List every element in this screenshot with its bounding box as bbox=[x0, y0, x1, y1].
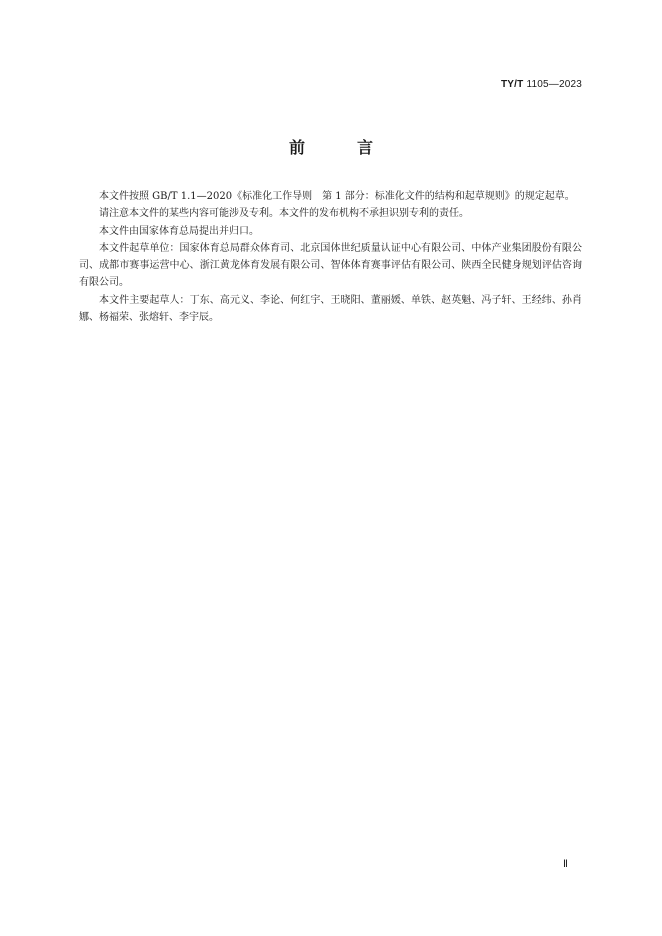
paragraph-patent-notice: 请注意本文件的某些内容可能涉及专利。本文件的发布机构不承担识别专利的责任。 bbox=[99, 208, 469, 220]
standard-number: 1105—2023 bbox=[526, 79, 582, 90]
paragraph-drafters: 本文件主要起草人：丁东、高元义、李论、何红宇、王晓阳、董丽媛、单铁、赵英魁、冯子轩、王经纬、孙肖娜、杨福荣、张熔轩、李宇辰。 bbox=[79, 294, 582, 324]
standard-prefix: TY/T bbox=[500, 79, 524, 90]
paragraph-proposer: 本文件由国家体育总局提出并归口。 bbox=[99, 225, 259, 237]
page-title: 前 言 bbox=[288, 138, 391, 157]
standard-code bbox=[501, 79, 582, 90]
paragraph-drafting-units: 本文件起草单位：国家体育总局群众体育司、北京国体世纪质量认证中心有限公司、中体产业集团股份有限公司、成都市赛事运营中心、浙江黄龙体育发展有限公司、智体体育赛事评估有限公司、陕西全民健身规划评估咨询有限公司。 bbox=[79, 242, 582, 289]
page-number: Ⅱ bbox=[563, 859, 568, 870]
foreword-body bbox=[79, 188, 582, 326]
paragraph-drafting-basis: 本文件按照 GB/T 1.1—2020《标准化工作导则 第 1 部分：标准化文件的结构和起草规则》的规定起草。 bbox=[99, 191, 575, 202]
